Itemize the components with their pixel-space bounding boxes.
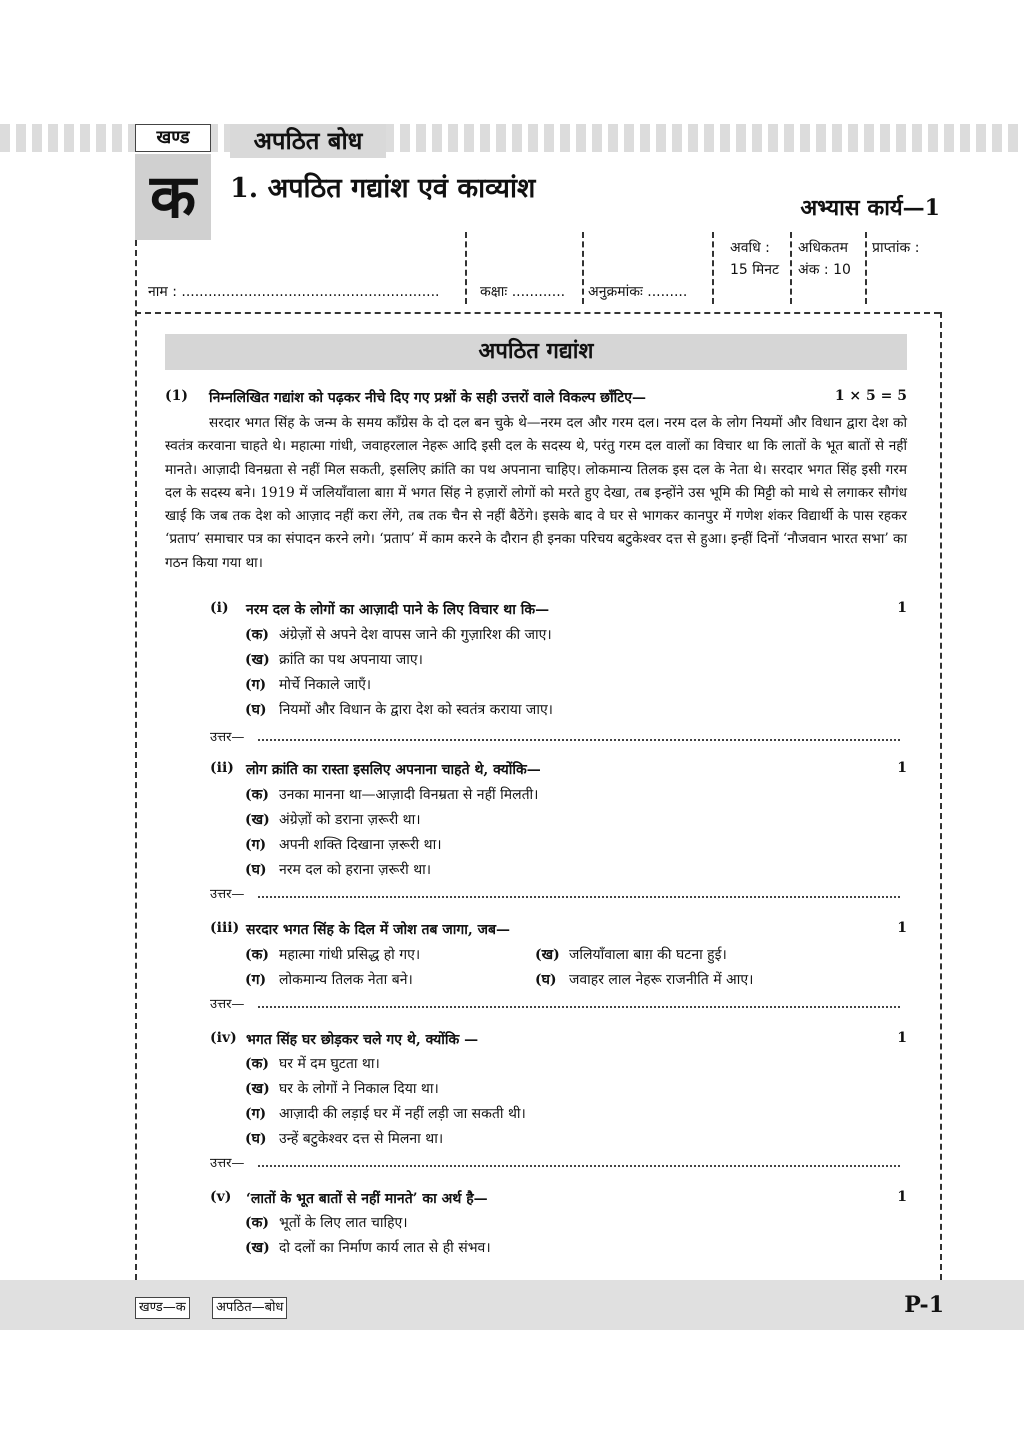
info-divider [465, 232, 467, 304]
subquestion-marks: 1 [897, 920, 907, 936]
question-number: (1) [165, 388, 188, 404]
option-text: मोर्चे निकाले जाएँ। [279, 677, 372, 693]
option-key: (ग) [245, 837, 267, 853]
subquestion-number: (ii) [210, 760, 234, 776]
option-text: घर के लोगों ने निकाल दिया था। [279, 1081, 439, 1097]
option [245, 625, 552, 644]
answer-dots [258, 1165, 900, 1167]
option-text: अपनी शक्ति दिखाना ज़रूरी था। [279, 837, 442, 853]
option-key: (घ) [245, 1131, 267, 1147]
option-text: नियमों और विधान के द्वारा देश को स्वतंत्र कराया जाए। [279, 702, 553, 718]
subquestion-text: लोग क्रांति का रास्ता इसलिए अपनाना चाहते थे, क्योंकि— [246, 762, 541, 778]
duration-value: 15 मिनट [730, 262, 780, 278]
answer-label: उत्तर— [210, 1156, 245, 1171]
option-text: दो दलों का निर्माण कार्य लात से ही संभव। [279, 1240, 491, 1256]
info-divider [790, 232, 792, 304]
option [245, 945, 420, 964]
option [245, 1054, 380, 1073]
passage-text: सरदार भगत सिंह के जन्म के समय काँग्रेस के दो दल बन चुके थे—नरम दल और गरम दल। नरम दल के लोग नियमों और विधान द्वारा देश को स्वतंत्र करवाना चाहते थे। महात्मा गांधी, जवाहरलाल नेहरू आदि इसी दल के सदस्य थे, परंतु गरम दल वालों का विचार था कि लातों के भूत बातों से नहीं मानते। आज़ादी विनम्रता से नहीं मिल सकती, इसलिए क्रांति का पथ अपनाना चाहिए। लोकमान्य तिलक इस दल के नेता थे। सरदार भगत सिंह इसी गरम दल के सदस्य बने। 1919 में जलियाँवाला बाग़ में भगत सिंह ने हज़ारों लोगों को मरते हुए देखा, तब इन्होंने उस भूमि की मिट्टी को माथे से लगाकर सौगंध खाई कि जब तक देश को आज़ाद नहीं करा लेंगे, तब तक चैन से नहीं बैठेंगे। इसके बाद वे घर से भागकर कानपुर में गणेश शंकर विद्यार्थी के पास रहकर ‘प्रताप’ समाचार पत्र का संपादन करने लगे। ‘प्रताप’ में काम करने के दौरान ही इनका परिचय बटुकेश्वर दत्त से हुआ। इन्हीं दिनों ‘नौजवान भारत सभा’ का गठन किया गया था। [165, 415, 907, 571]
option-key: (ग) [245, 972, 267, 988]
option-key: (क) [245, 1215, 269, 1231]
question-instruction: निम्नलिखित गद्यांश को पढ़कर नीचे दिए गए प्रश्नों के सही उत्तरों वाले विकल्प छाँटिए— [209, 390, 647, 406]
section-letter: क [135, 154, 211, 240]
option-text: उन्हें बटुकेश्वर दत्त से मिलना था। [279, 1131, 444, 1147]
option-text: नरम दल को हराना ज़रूरी था। [279, 862, 432, 878]
info-bottom-border [135, 312, 940, 314]
option [245, 810, 421, 829]
option-key: (घ) [245, 862, 267, 878]
option [245, 1213, 408, 1232]
answer-dots [258, 1006, 900, 1008]
option [245, 1238, 491, 1257]
duration-label: अवधि : [730, 240, 770, 256]
option-key: (ख) [245, 1240, 270, 1256]
footer-section: खण्ड—क [135, 1297, 190, 1319]
subquestion-marks: 1 [897, 760, 907, 776]
class-field: कक्षाः ............ [480, 284, 566, 300]
section-title: अपठित बोध [230, 124, 386, 158]
option-key: (ग) [245, 677, 267, 693]
option-text: आज़ादी की लड़ाई घर में नहीं लड़ी जा सकती थी। [279, 1106, 526, 1122]
option [245, 970, 413, 989]
passage-heading: अपठित गद्यांश [165, 334, 907, 370]
option [245, 1079, 439, 1098]
option-key: (ख) [535, 947, 560, 963]
name-field: नाम : .......................................................... [148, 284, 440, 300]
max-marks-label: अधिकतम [798, 240, 849, 256]
option-text: जवाहर लाल नेहरू राजनीति में आए। [569, 972, 754, 988]
option-key: (ख) [245, 812, 270, 828]
option-text: अंग्रेज़ों से अपने देश वापस जाने की गुज़ारिश की जाए। [279, 627, 552, 643]
answer-dots [258, 896, 900, 898]
subquestion-marks: 1 [897, 1189, 907, 1205]
right-border [940, 312, 942, 1280]
subquestion-marks: 1 [897, 600, 907, 616]
subquestion-number: (i) [210, 600, 229, 616]
option-key: (क) [245, 627, 269, 643]
option-key: (क) [245, 947, 269, 963]
option-text: लोकमान्य तिलक नेता बने। [279, 972, 413, 988]
option-text: महात्मा गांधी प्रसिद्ध हो गए। [279, 947, 421, 963]
option-text: अंग्रेज़ों को डराना ज़रूरी था। [279, 812, 421, 828]
footer-topic: अपठित—बोध [212, 1297, 287, 1319]
subquestion-number: (iv) [210, 1030, 237, 1046]
chapter-title: 1. अपठित गद्यांश एवं काव्यांश [230, 173, 536, 204]
exercise-label: अभ्यास कार्य—1 [800, 195, 940, 221]
option [245, 650, 423, 669]
option-text: घर में दम घुटता था। [279, 1056, 380, 1072]
subquestion-text: भगत सिंह घर छोड़कर चले गए थे, क्योंकि — [246, 1032, 479, 1048]
option-key: (ख) [245, 1081, 270, 1097]
max-marks-value: अंक : 10 [798, 262, 851, 278]
subquestion-number: (iii) [210, 920, 240, 936]
left-border [135, 240, 137, 1280]
obtained-marks: प्राप्तांक : [872, 240, 920, 256]
answer-label: उत्तर— [210, 997, 245, 1012]
option [245, 785, 539, 804]
option [245, 700, 553, 719]
option [245, 860, 431, 879]
subquestion-text: ‘लातों के भूत बातों से नहीं मानते’ का अर्थ है— [246, 1191, 488, 1207]
option-text: उनका मानना था—आज़ादी विनम्रता से नहीं मिलती। [279, 787, 539, 803]
option-key: (ख) [245, 652, 270, 668]
answer-label: उत्तर— [210, 887, 245, 902]
subquestion-text: नरम दल के लोगों का आज़ादी पाने के लिए विचार था कि— [246, 602, 550, 618]
option [535, 945, 727, 964]
answer-label: उत्तर— [210, 730, 245, 745]
info-divider [865, 232, 867, 304]
option-text: भूतों के लिए लात चाहिए। [279, 1215, 408, 1231]
subquestion-number: (v) [210, 1189, 232, 1205]
subquestion-marks: 1 [897, 1030, 907, 1046]
subquestion-text: सरदार भगत सिंह के दिल में जोश तब जागा, जब— [246, 922, 511, 938]
option-key: (घ) [535, 972, 557, 988]
info-divider [582, 232, 584, 304]
info-divider [712, 232, 714, 304]
option [245, 1104, 526, 1123]
option-key: (क) [245, 1056, 269, 1072]
section-tag: खण्ड [135, 124, 211, 152]
answer-dots [258, 739, 900, 741]
option-text: क्रांति का पथ अपनाया जाए। [279, 652, 423, 668]
roll-field: अनुक्रमांकः ......... [588, 284, 688, 300]
option-key: (क) [245, 787, 269, 803]
option [535, 970, 753, 989]
page-number: P-1 [904, 1292, 944, 1318]
option [245, 675, 371, 694]
question-marks: 1 × 5 = 5 [834, 388, 907, 404]
option [245, 835, 442, 854]
option-key: (ग) [245, 1106, 267, 1122]
option-text: जलियाँवाला बाग़ की घटना हुई। [569, 947, 727, 963]
option-key: (घ) [245, 702, 267, 718]
option [245, 1129, 443, 1148]
